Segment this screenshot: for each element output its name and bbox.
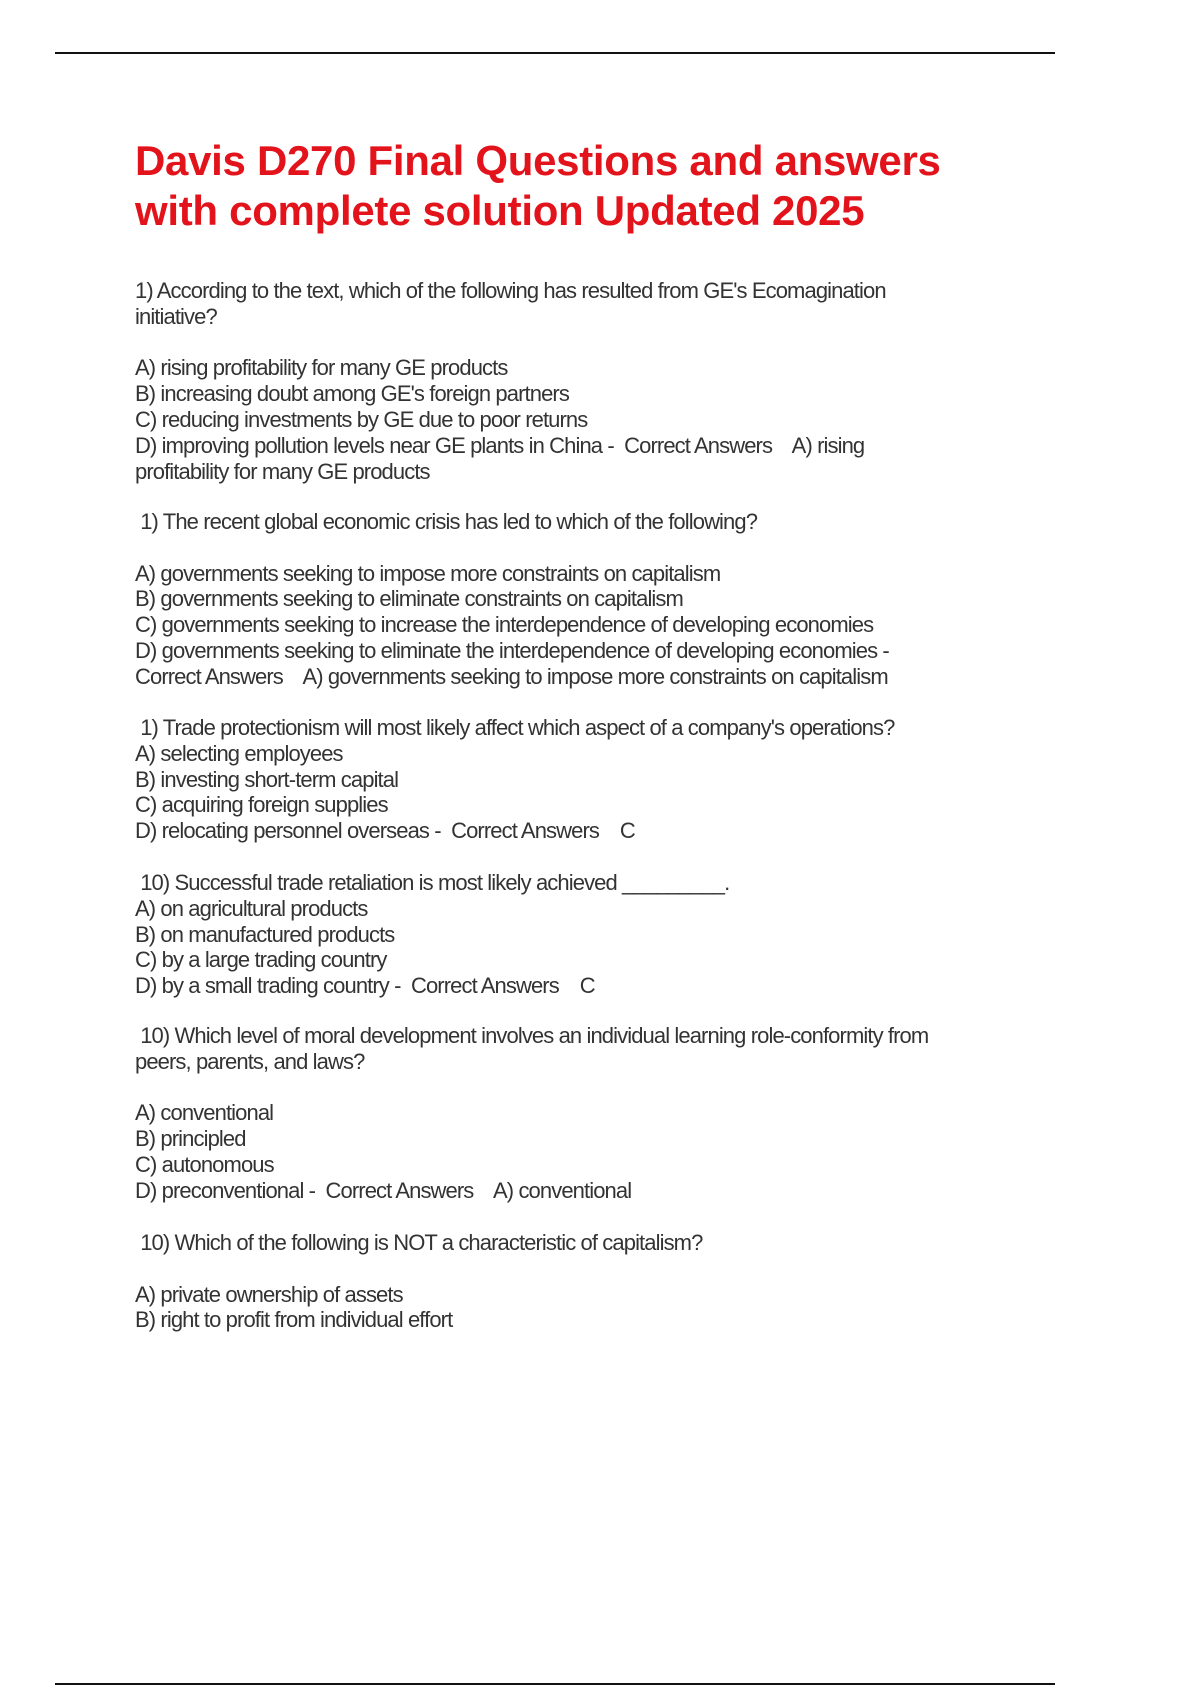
bottom-rule [55,1683,1055,1685]
question-line: A) selecting employees [135,740,343,766]
question-line: initiative? [135,303,217,329]
question-line: C) reducing investments by GE due to poor returns [135,407,588,432]
question-line: C) acquiring foreign supplies [135,792,388,818]
question-text: 10) Which level of moral development involves an individual learning role-conformity from [135,1023,929,1048]
question-text: 1) The recent global economic crisis has led to which of the following? [135,509,758,534]
question-line: C) by a large trading country [135,947,387,973]
question-line: profitability for many GE products [135,458,430,484]
question-line: A) governments seeking to impose more constraints on capitalism [135,560,721,586]
question-line: C) autonomous [135,1152,274,1177]
question-line: B) right to profit from individual effort [135,1307,453,1333]
question-line: Correct Answers A) governments seeking to impose more constraints on capitalism [135,663,888,689]
document-title-line-1: Davis D270 Final Questions and answers [135,137,941,184]
question-line: D) preconventional - Correct Answers A) conventional [135,1177,632,1203]
question-line: D) relocating personnel overseas - Correct Answers C [135,818,635,844]
question-line: A) on agricultural products [135,895,368,921]
question-line: A) rising profitability for many GE products [135,355,508,381]
question-line: A) conventional [135,1100,274,1126]
question-line: C) governments seeking to increase the interdependence of developing economies [135,612,874,638]
question-line: A) private ownership of assets [135,1281,403,1307]
question-text: 1) Trade protectionism will most likely affect which aspect of a company's operations? [135,715,895,740]
question-line: peers, parents, and laws? [135,1048,365,1074]
question-line: D) governments seeking to eliminate the interdependence of developing economies - [135,638,889,663]
question-text: 10) Which of the following is NOT a characteristic of capitalism? [135,1230,703,1255]
question-text: 10) Successful trade retaliation is most likely achieved _________. [135,870,730,895]
question-line: D) by a small trading country - Correct Answers C [135,973,595,999]
question-line: B) governments seeking to eliminate constraints on capitalism [135,586,683,612]
question-line: D) improving pollution levels near GE plants in China - Correct Answers A) rising [135,432,865,458]
question-line: B) investing short-term capital [135,766,399,792]
document-title-line-2: with complete solution Updated 2025 [135,187,865,234]
question-line: B) increasing doubt among GE's foreign partners [135,381,569,407]
question-text: 1) According to the text, which of the following has resulted from GE's Ecomagination [135,278,886,303]
question-line: B) principled [135,1126,246,1152]
top-rule [55,52,1055,54]
question-line: B) on manufactured products [135,921,395,947]
